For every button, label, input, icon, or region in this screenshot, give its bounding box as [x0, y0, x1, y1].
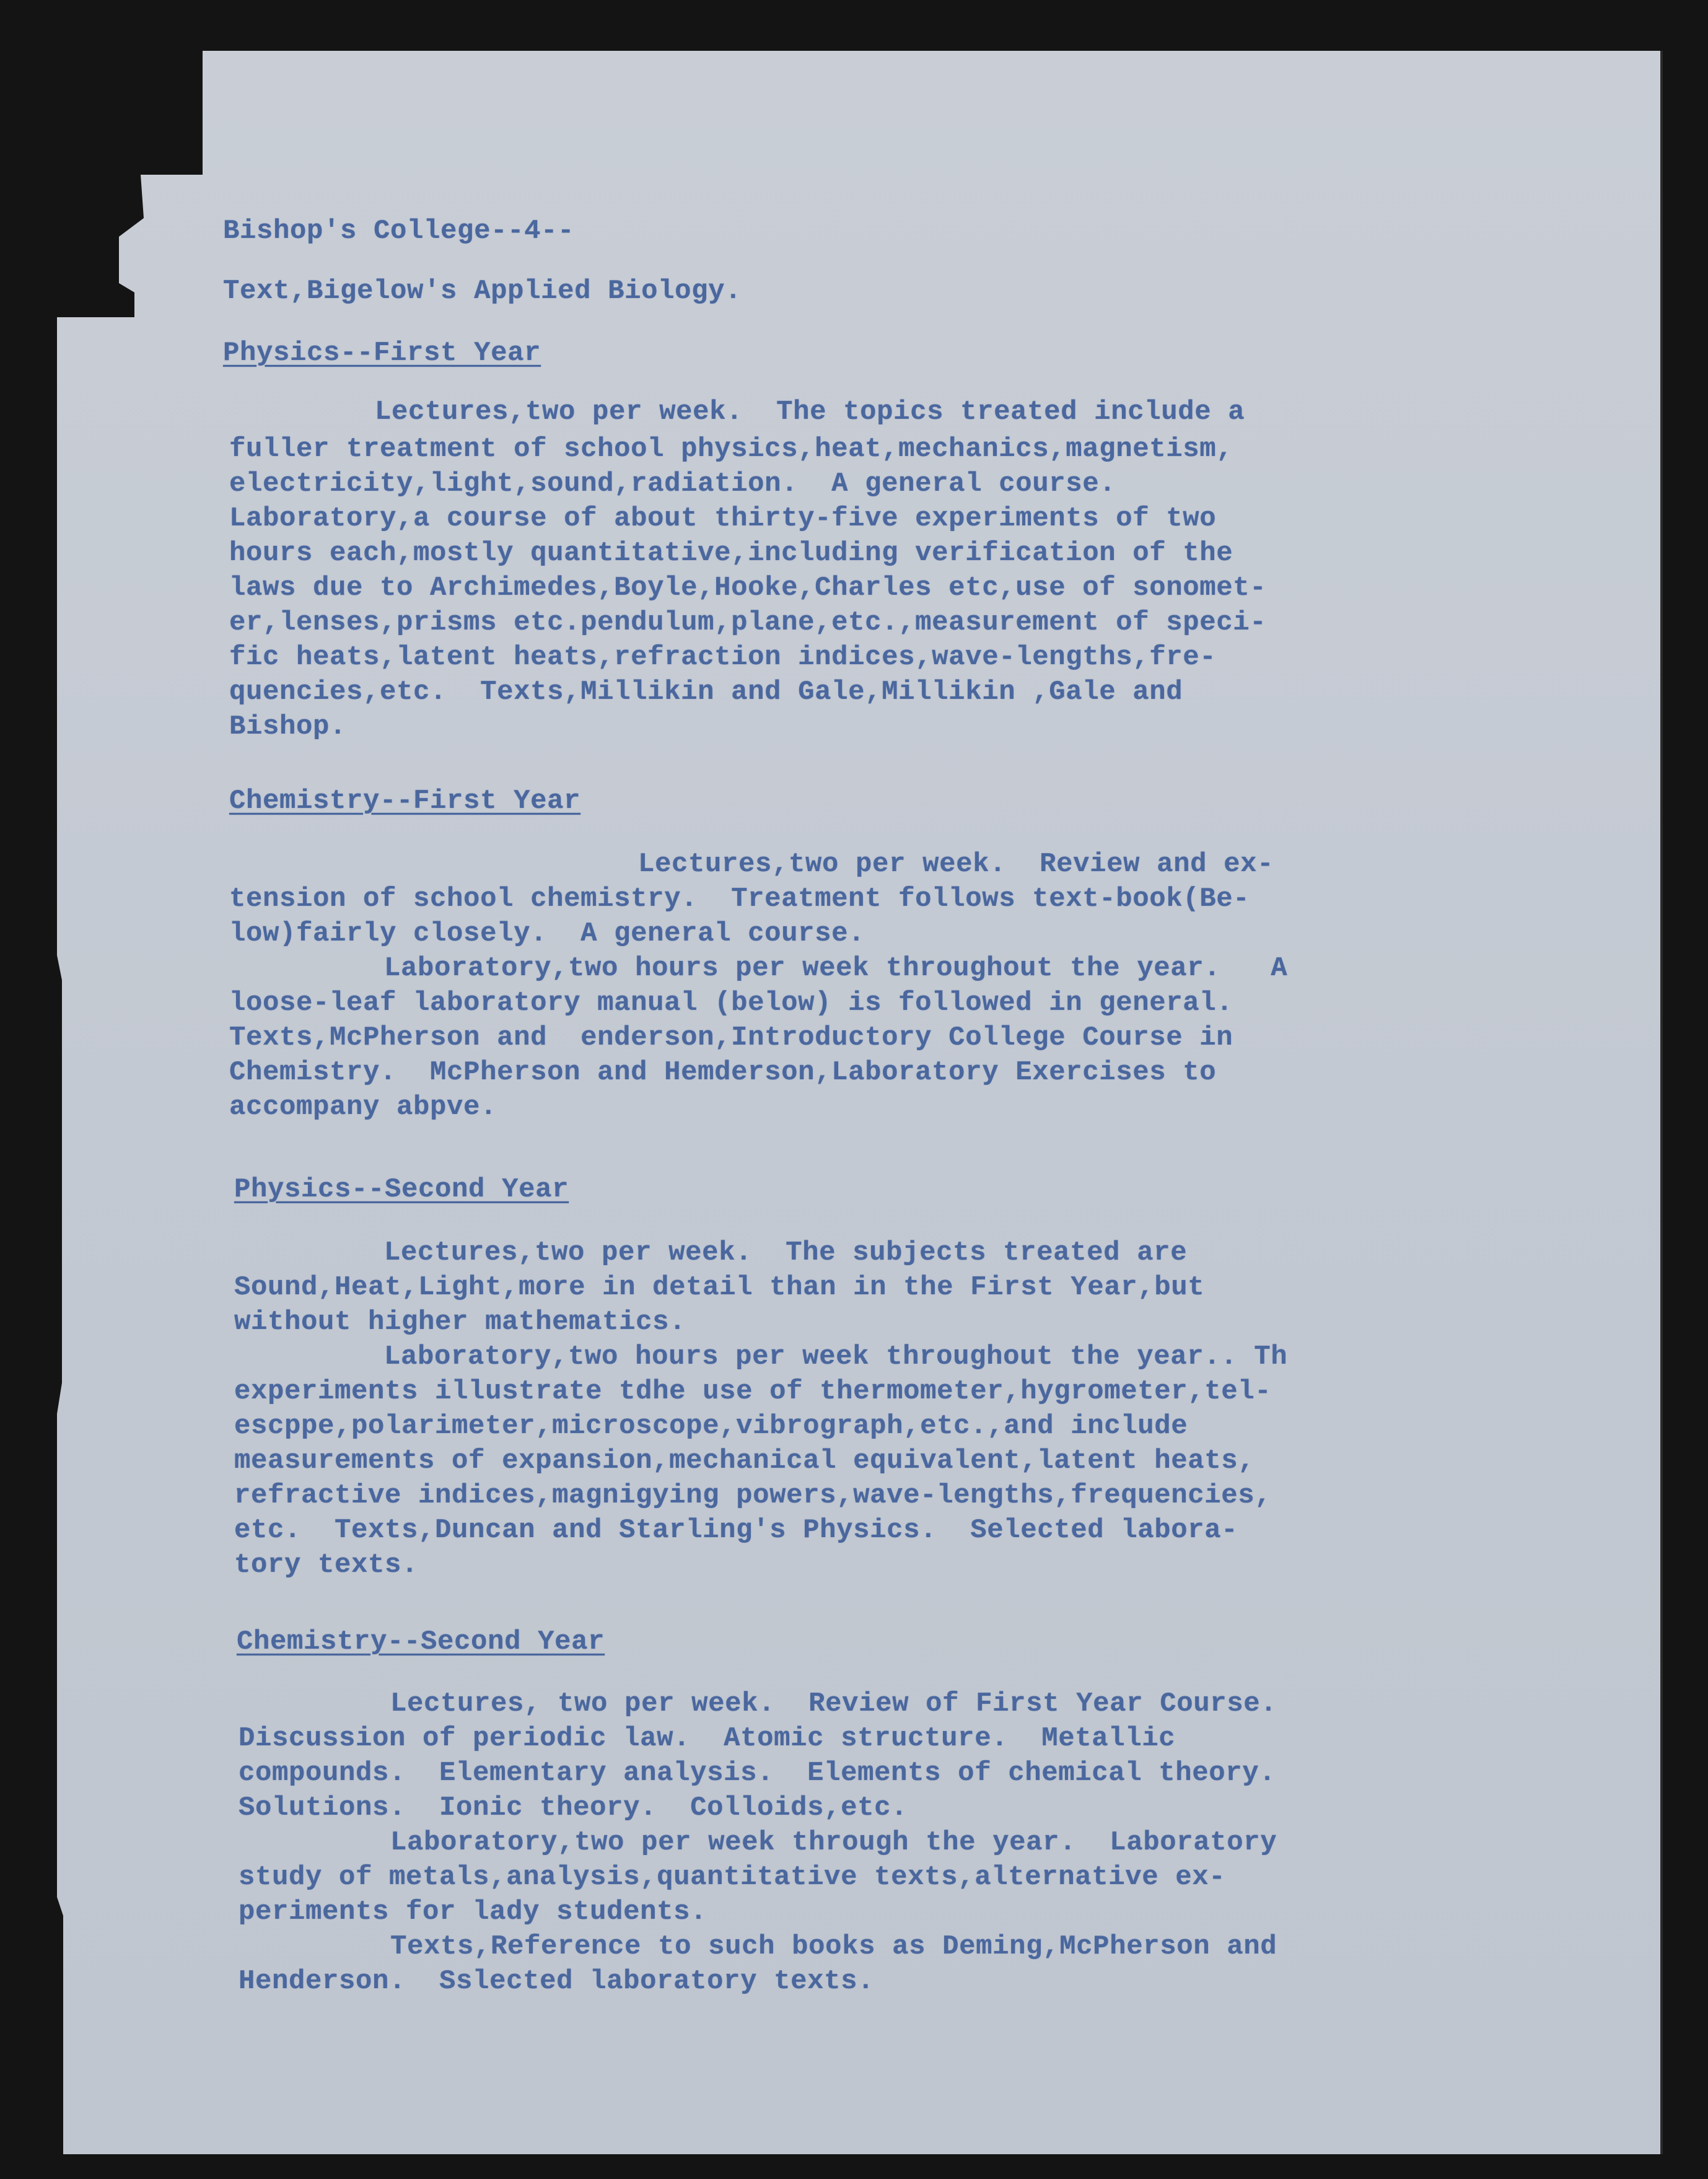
- body-line: Laboratory,two hours per week throughout the year. A: [384, 953, 1288, 984]
- body-line: hours each,mostly quantitative,including verification of the: [229, 538, 1233, 569]
- page-header: Bishop's College--4--: [223, 216, 575, 247]
- body-line: Texts,Reference to such books as Deming,McPherson and: [390, 1931, 1277, 1962]
- body-line: tension of school chemistry. Treatment follows text-book(Be-: [229, 883, 1250, 914]
- section-heading: Chemistry--First Year: [229, 786, 581, 817]
- body-line: loose-leaf laboratory manual (below) is followed in general.: [229, 988, 1233, 1019]
- body-line: Lectures,two per week. The subjects treated are: [384, 1237, 1188, 1268]
- body-line: study of metals,analysis,quantitative texts,alternative ex-: [239, 1862, 1226, 1893]
- body-line: Henderson. Sslected laboratory texts.: [239, 1966, 875, 1997]
- intro-line: Text,Bigelow's Applied Biology.: [223, 276, 742, 307]
- body-line: Laboratory,two per week through the year. Laboratory: [390, 1827, 1277, 1858]
- body-line: without higher mathematics.: [234, 1307, 686, 1338]
- body-line: low)fairly closely. A general course.: [229, 918, 865, 949]
- body-line: Chemistry. McPherson and Hemderson,Laboratory Exercises to: [229, 1057, 1217, 1088]
- body-line: compounds. Elementary analysis. Elements of chemical theory.: [239, 1758, 1276, 1789]
- body-line: Lectures,two per week. The topics treated include a: [375, 397, 1245, 427]
- body-line: Discussion of periodic law. Atomic structure. Metallic: [239, 1723, 1176, 1754]
- body-line: escppe,polarimeter,microscope,vibrograph,etc.,and include: [234, 1411, 1188, 1442]
- body-line: refractive indices,magnigying powers,wave-lengths,frequencies,: [234, 1480, 1272, 1511]
- body-line: accompany abpve.: [229, 1092, 497, 1123]
- body-line: etc. Texts,Duncan and Starling's Physics. Selected labora-: [234, 1515, 1238, 1546]
- body-line: fic heats,latent heats,refraction indices,wave-lengths,fre-: [229, 642, 1217, 673]
- body-line: Laboratory,two hours per week throughout the year.. Th: [384, 1341, 1288, 1372]
- body-line: electricity,light,sound,radiation. A general course.: [229, 468, 1116, 499]
- section-heading: Physics--First Year: [223, 338, 541, 369]
- section-heading: Chemistry--Second Year: [237, 1626, 605, 1657]
- body-line: Sound,Heat,Light,more in detail than in the First Year,but: [234, 1272, 1205, 1303]
- body-line: laws due to Archimedes,Boyle,Hooke,Charles etc,use of sonomet-: [229, 572, 1267, 603]
- body-line: measurements of expansion,mechanical equivalent,latent heats,: [234, 1445, 1255, 1476]
- body-line: Lectures, two per week. Review of First Year Course.: [390, 1688, 1277, 1719]
- body-line: periments for lady students.: [239, 1896, 707, 1927]
- body-line: quencies,etc. Texts,Millikin and Gale,Millikin ,Gale and: [229, 677, 1183, 708]
- body-line: Lectures,two per week. Review and ex-: [638, 849, 1274, 880]
- body-line: experiments illustrate tdhe use of thermometer,hygrometer,tel-: [234, 1376, 1272, 1407]
- body-line: Laboratory,a course of about thirty-five experiments of two: [229, 503, 1217, 534]
- body-line: Solutions. Ionic theory. Colloids,etc.: [239, 1792, 908, 1823]
- body-line: tory texts.: [234, 1550, 419, 1581]
- body-line: Texts,McPherson and enderson,Introductory College Course in: [229, 1022, 1233, 1053]
- body-line: er,lenses,prisms etc.pendulum,plane,etc.,measurement of speci-: [229, 607, 1267, 638]
- section-heading: Physics--Second Year: [234, 1174, 569, 1205]
- body-line: fuller treatment of school physics,heat,mechanics,magnetism,: [229, 434, 1233, 465]
- body-line: Bishop.: [229, 711, 347, 742]
